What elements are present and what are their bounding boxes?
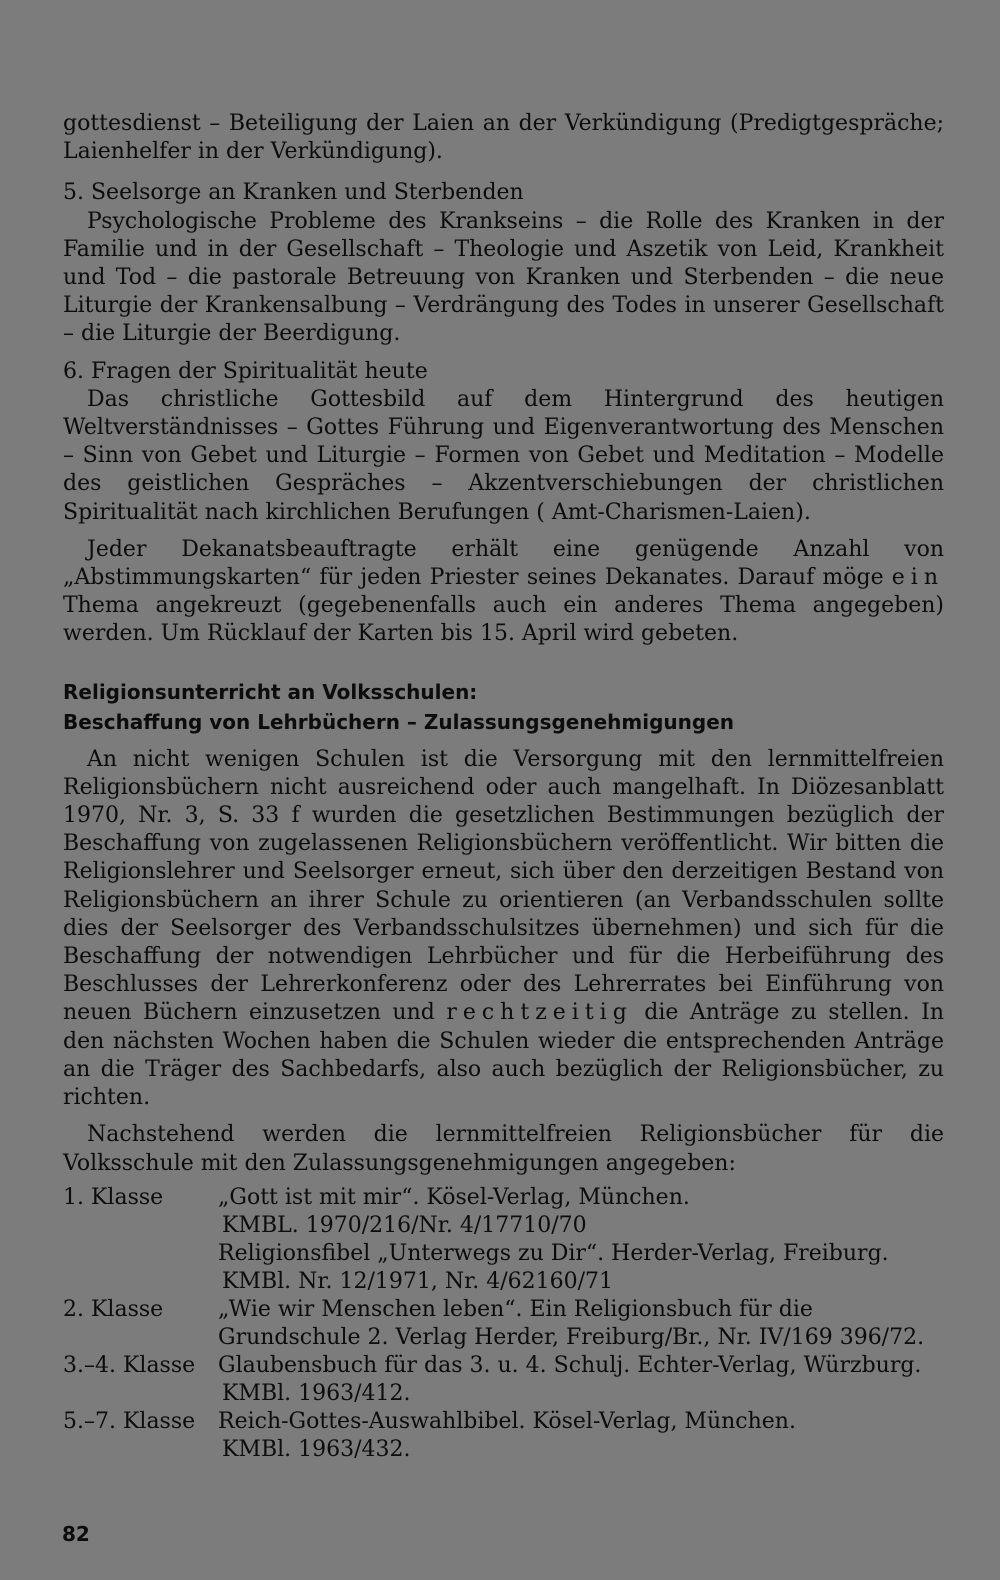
book-entry	[218, 1408, 944, 1464]
book-class: 3.–4. Klasse	[63, 1352, 196, 1378]
book-class: 5.–7. Klasse	[63, 1408, 196, 1434]
voting-emphasis: ein	[891, 565, 944, 591]
topic-5-title: 5. Seelsorge an Kranken und Sterbenden	[63, 180, 524, 206]
page-number: 82	[62, 1522, 90, 1546]
book-line: Reich-Gottes-Auswahlbibel. Kösel-Verlag, München.	[218, 1408, 796, 1434]
intro-paragraph: gottesdienst – Beteiligung der Laien an der Verkündigung (Predigtgespräche; Laienhelfer in der Verkündigung).	[63, 111, 944, 165]
book-line: KMBl. 1963/432.	[222, 1436, 411, 1462]
section-subheading: Beschaffung von Lehrbüchern – Zulassungsgenehmigungen	[63, 709, 735, 734]
book-line: „Gott ist mit mir“. Kösel-Verlag, München.	[218, 1184, 690, 1210]
book-row	[63, 1296, 944, 1352]
book-class: 1. Klasse	[63, 1184, 164, 1210]
section-heading: Religionsunterricht an Volksschulen:	[63, 679, 478, 704]
book-line: KMBl. 1963/412.	[222, 1380, 411, 1406]
book-row	[63, 1352, 944, 1408]
para1-emphasis: rechtzeitig	[446, 1000, 633, 1026]
book-line: KMBL. 1970/216/Nr. 4/17710/70	[222, 1212, 587, 1238]
section-paragraph-2: Nachstehend werden die lernmittelfreien Religionsbücher für die Volksschule mit den Zulassungsgenehmigungen angegeben:	[63, 1122, 944, 1176]
book-line: Religionsfibel „Unterwegs zu Dir“. Herder-Verlag, Freiburg.	[218, 1240, 889, 1266]
book-line: „Wie wir Menschen leben“. Ein Religionsbuch für die Grundschule 2. Verlag Herder, Freiburg/Br., Nr. IV/169 396/72.	[218, 1296, 925, 1350]
book-line: Glaubensbuch für das 3. u. 4. Schulj. Echter-Verlag, Würzburg.	[218, 1352, 922, 1378]
book-entry	[218, 1296, 944, 1352]
book-entry	[218, 1184, 944, 1296]
book-row	[63, 1184, 944, 1296]
book-row	[63, 1408, 944, 1464]
topic-5-text: Psychologische Probleme des Krankseins – die Rolle des Kranken in der Familie und in der Gesellschaft – Theologie und Aszetik von Leid, Krankheit und Tod – die pastorale Betreuung von Kranken und Sterbenden – die neue Liturgie der Krankensalbung – Verdrängung des Todes in unserer Gesellschaft – die Liturgie der Beerdigung.	[63, 208, 944, 347]
voting-paragraph	[63, 536, 944, 649]
topic-6-text: Das christliche Gottesbild auf dem Hintergrund des heutigen Weltverständnisses – Gottes Führung und Eigenverantwortung des Menschen – Sinn von Gebet und Liturgie – Formen von Gebet und Meditation – Modelle des geistlichen Gespräches – Akzentverschiebungen der christlichen Spiritualität nach kirchlichen Berufungen ( Amt-Charismen-Laien).	[63, 386, 944, 525]
book-line: KMBl. Nr. 12/1971, Nr. 4/62160/71	[222, 1268, 614, 1294]
book-class: 2. Klasse	[63, 1296, 164, 1322]
section-paragraph-1	[63, 746, 944, 1113]
voting-text-after: Thema angekreuzt (gegebenenfalls auch ein anderes Thema angegeben) werden. Um Rücklauf der Karten bis 15. April wird gebeten.	[63, 593, 944, 647]
book-list	[63, 1184, 944, 1464]
topic-6-title: 6. Fragen der Spiritualität heute	[63, 358, 428, 384]
voting-text-before: Jeder Dekanatsbeauftragte erhält eine genügende Anzahl von „Abstimmungskarten“ für jeden Priester seines Dekanates. Darauf möge	[63, 536, 944, 591]
book-entry	[218, 1352, 944, 1408]
para1-text-before: An nicht wenigen Schulen ist die Versorgung mit den lernmittelfreien Religionsbüchern nicht ausreichend oder auch mangelhaft. In Diözesanblatt 1970, Nr. 3, S. 33 f wurden die gesetzlichen Bestimmungen bezüglich der Beschaffung von zugelassenen Religionsbüchern veröffentlicht. Wir bitten die Religionslehrer und Seelsorger erneut, sich über den derzeitigen Bestand von Religionsbüchern an ihrer Schule zu orientieren (an Verbandsschulen sollte dies der Seelsorger des Verbandsschulsitzes übernehmen) und sich für die Beschaffung der notwendigen Lehrbücher und für die Herbeiführung des Beschlusses der Lehrerkonferenz oder des Lehrerrates bei Einführung von neuen Büchern einzusetzen und	[63, 746, 944, 1026]
para1-text-after: die Anträge zu stellen. In den nächsten Wochen haben die Schulen wieder die entsprechenden Anträge an die Träger des Sachbedarfs, also auch bezüglich der Religionsbücher, zu richten.	[63, 1000, 944, 1111]
